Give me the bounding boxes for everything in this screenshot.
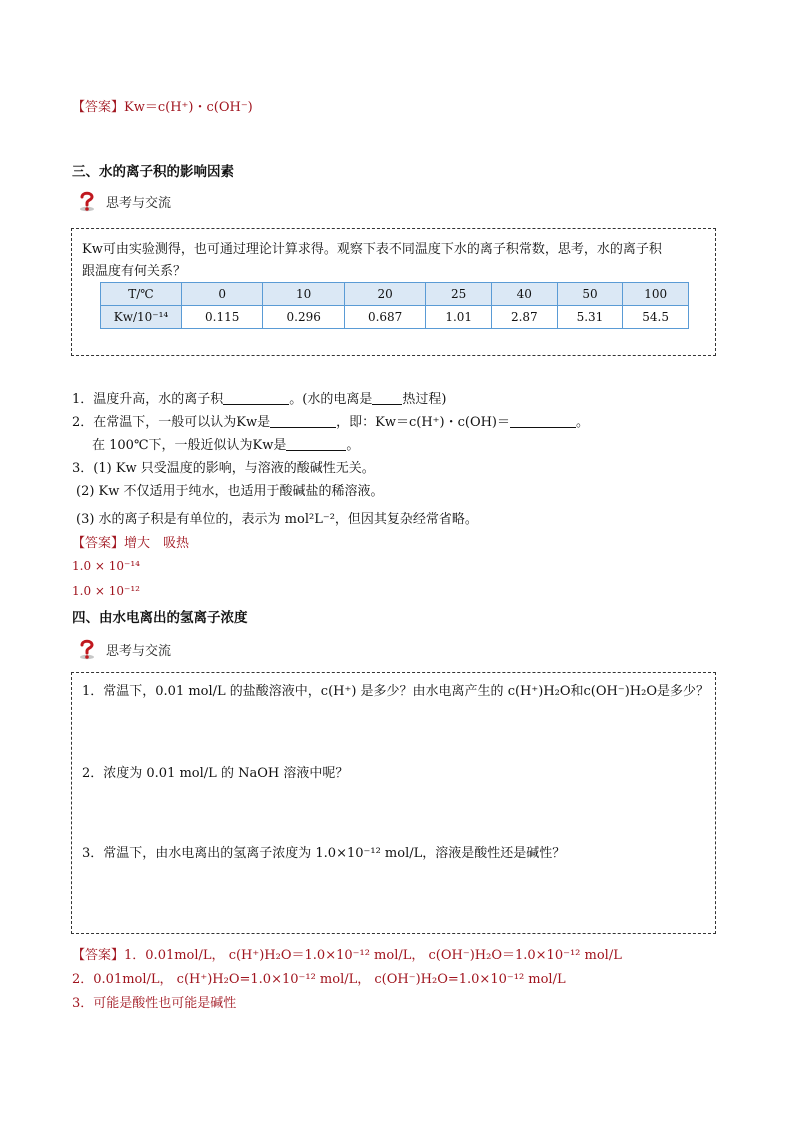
question-1-text-c: 热过程) (402, 392, 447, 407)
think-discuss-header-2 (76, 638, 171, 660)
answer-line-kw (72, 96, 253, 115)
table-row-temperature (101, 283, 689, 306)
table-cell: 54.5 (623, 306, 689, 329)
box-text-line-2: 跟温度有何关系？ (82, 264, 187, 279)
question-2-text-e: 。 (346, 438, 360, 453)
answer-tag: 【答案】 (72, 100, 125, 115)
section-heading-3: 三、水的离子积的影响因素 (72, 164, 234, 180)
section-heading-4: 四、由水电离出的氢离子浓度 (72, 610, 248, 626)
table-cell: 0.296 (263, 306, 344, 329)
note-3-1: 3．(1) Kw 只受温度的影响，与溶液的酸碱性无关。 (72, 461, 375, 476)
think-discuss-label: 思考与交流 (106, 643, 172, 659)
answer-s3-text: 增大 吸热 (124, 536, 190, 551)
answer-kw-text: Kw＝c(H⁺)・c(OH⁻) (124, 100, 253, 115)
box2-question-3: 3．常温下，由水电离出的氢离子浓度为 1.0×10⁻¹² mol/L，溶液是酸性还是碱性？ (82, 846, 566, 861)
question-1-text-b: 。(水的电离是 (289, 392, 373, 407)
question-2-text-d: 在 100℃下，一般近似认为Kw是 (92, 438, 287, 453)
note-3-2: (2) Kw 不仅适用于纯水，也适用于酸碱盐的稀溶液。 (76, 484, 384, 499)
table-header-kw: Kw/10⁻¹⁴ (101, 306, 182, 329)
note-3-3: (3) 水的离子积是有单位的，表示为 mol²L⁻²，但因其复杂经常省略。 (76, 512, 478, 527)
answer-line-s4-2: 2．0.01mol/L， c(H⁺)H₂O=1.0×10⁻¹² mol/L， c(OH⁻)H₂O=1.0×10⁻¹² mol/L (72, 972, 566, 987)
question-1-text-a: 1．温度升高，水的离子积 (72, 392, 224, 407)
table-cell: 0.115 (182, 306, 263, 329)
question-2-text-a: 2．在常温下，一般可以认为Kw是 (72, 415, 271, 430)
table-cell: 0.687 (344, 306, 425, 329)
table-cell: 2.87 (492, 306, 558, 329)
table-cell: 25 (426, 283, 492, 306)
table-cell: 1.01 (426, 306, 492, 329)
answer-s4-text-1: 1．0.01mol/L， c(H⁺)H₂O＝1.0×10⁻¹² mol/L， c(OH⁻)H₂O＝1.0×10⁻¹² mol/L (124, 948, 622, 963)
answer-value-1: 1.0 × 10⁻¹⁴ (72, 559, 140, 573)
answer-value-2: 1.0 × 10⁻¹² (72, 584, 140, 598)
table-cell: 5.31 (557, 306, 623, 329)
answer-tag: 【答案】 (72, 948, 125, 963)
table-header-temperature: T/℃ (101, 283, 182, 306)
question-2-text-c: 。 (576, 415, 590, 430)
answer-blank[interactable] (372, 392, 402, 405)
think-discuss-header-1 (76, 190, 171, 212)
question-mark-icon (76, 638, 98, 660)
table-cell: 20 (344, 283, 425, 306)
box-text-line-1: Kw可由实验测得，也可通过理论计算求得。观察下表不同温度下水的离子积常数，思考，水的离子积 (82, 242, 662, 257)
question-2 (72, 411, 589, 430)
answer-blank[interactable] (270, 415, 336, 428)
question-2-sub (92, 434, 359, 453)
answer-tag: 【答案】 (72, 536, 125, 551)
table-cell: 100 (623, 283, 689, 306)
table-row-kw (101, 306, 689, 329)
box2-question-1: 1．常温下，0.01 mol/L 的盐酸溶液中，c(H⁺) 是多少？由水电离产生的 c(H⁺)H₂O和c(OH⁻)H₂O是多少？ (82, 684, 710, 699)
kw-temperature-table (100, 282, 689, 329)
question-1 (72, 388, 446, 407)
question-mark-icon (76, 190, 98, 212)
table-cell: 0 (182, 283, 263, 306)
answer-blank[interactable] (223, 392, 289, 405)
answer-line-s3 (72, 532, 189, 551)
answer-blank[interactable] (286, 438, 346, 451)
table-cell: 40 (492, 283, 558, 306)
question-2-text-b: ，即：Kw＝c(H⁺)・c(OH)＝ (336, 415, 511, 430)
think-discuss-label: 思考与交流 (106, 195, 172, 211)
table-cell: 10 (263, 283, 344, 306)
answer-blank[interactable] (510, 415, 576, 428)
table-cell: 50 (557, 283, 623, 306)
box2-question-2: 2．浓度为 0.01 mol/L 的 NaOH 溶液中呢？ (82, 766, 349, 781)
discussion-box-2 (71, 672, 716, 934)
answer-line-s4-1 (72, 944, 622, 963)
answer-line-s4-3: 3．可能是酸性也可能是碱性 (72, 996, 237, 1011)
